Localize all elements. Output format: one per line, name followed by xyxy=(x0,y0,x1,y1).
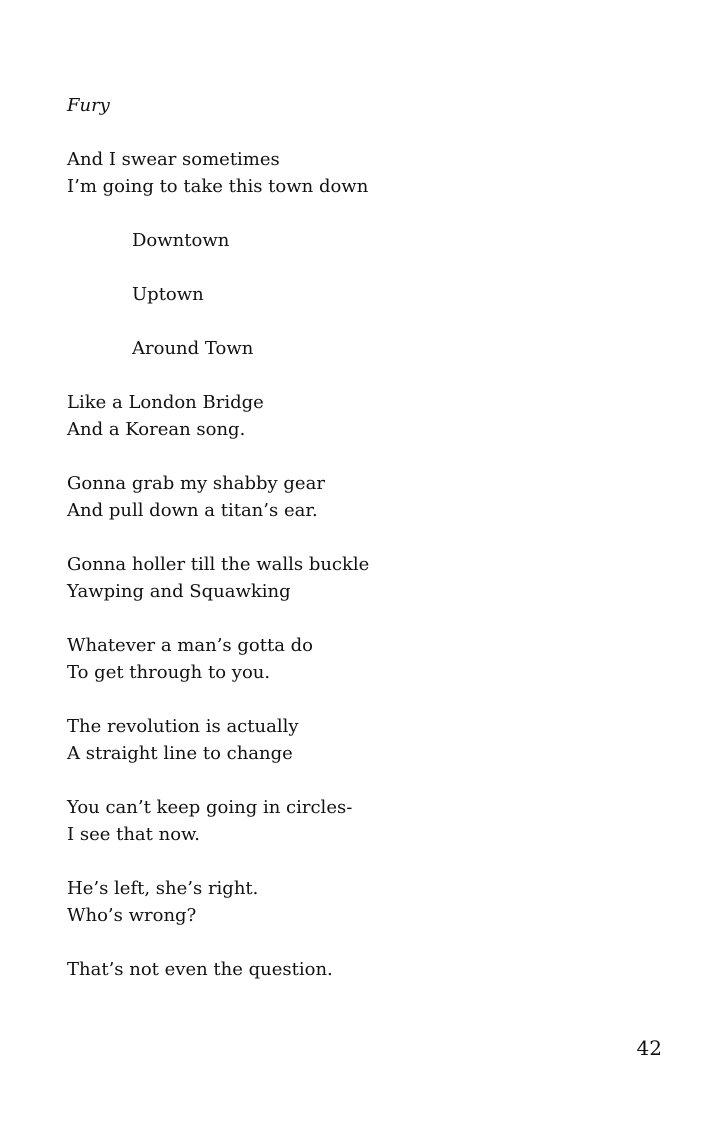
page-number: 42 xyxy=(636,1036,662,1060)
poem-line: Gonna grab my shabby gear xyxy=(67,473,325,494)
indented-stanza xyxy=(67,335,627,362)
poem-title: Fury xyxy=(67,95,110,116)
poem-line: To get through to you. xyxy=(67,662,271,683)
poem-line: A straight line to change xyxy=(67,743,293,764)
poem-line: I’m going to take this town down xyxy=(67,176,369,197)
stanza xyxy=(67,389,627,443)
poem-line: That’s not even the question. xyxy=(67,959,333,980)
stanza xyxy=(67,146,627,200)
stanza xyxy=(67,632,627,686)
stanza xyxy=(67,875,627,929)
stanza xyxy=(67,794,627,848)
poem-body xyxy=(67,146,627,1010)
poem-line: And a Korean song. xyxy=(67,419,246,440)
poem-line: Whatever a man’s gotta do xyxy=(67,635,314,656)
poem-line: Like a London Bridge xyxy=(67,392,264,413)
stanza xyxy=(67,470,627,524)
poem-line: The revolution is actually xyxy=(67,716,299,737)
poem-line: Uptown xyxy=(132,284,204,305)
poem-line: Yawping and Squawking xyxy=(67,581,291,602)
stanza xyxy=(67,551,627,605)
poem-line: Gonna holler till the walls buckle xyxy=(67,554,370,575)
indented-stanza xyxy=(67,227,627,254)
indented-stanza xyxy=(67,281,627,308)
stanza xyxy=(67,713,627,767)
poem-line: Who’s wrong? xyxy=(67,905,197,926)
poem-line: Downtown xyxy=(132,230,230,251)
poem-line: And pull down a titan’s ear. xyxy=(67,500,318,521)
poem-line: I see that now. xyxy=(67,824,201,845)
poem-line: He’s left, she’s right. xyxy=(67,878,259,899)
poem-line: And I swear sometimes xyxy=(67,149,280,170)
poem-line: Around Town xyxy=(132,338,254,359)
stanza xyxy=(67,956,627,983)
poem-line: You can’t keep going in circles- xyxy=(67,797,353,818)
